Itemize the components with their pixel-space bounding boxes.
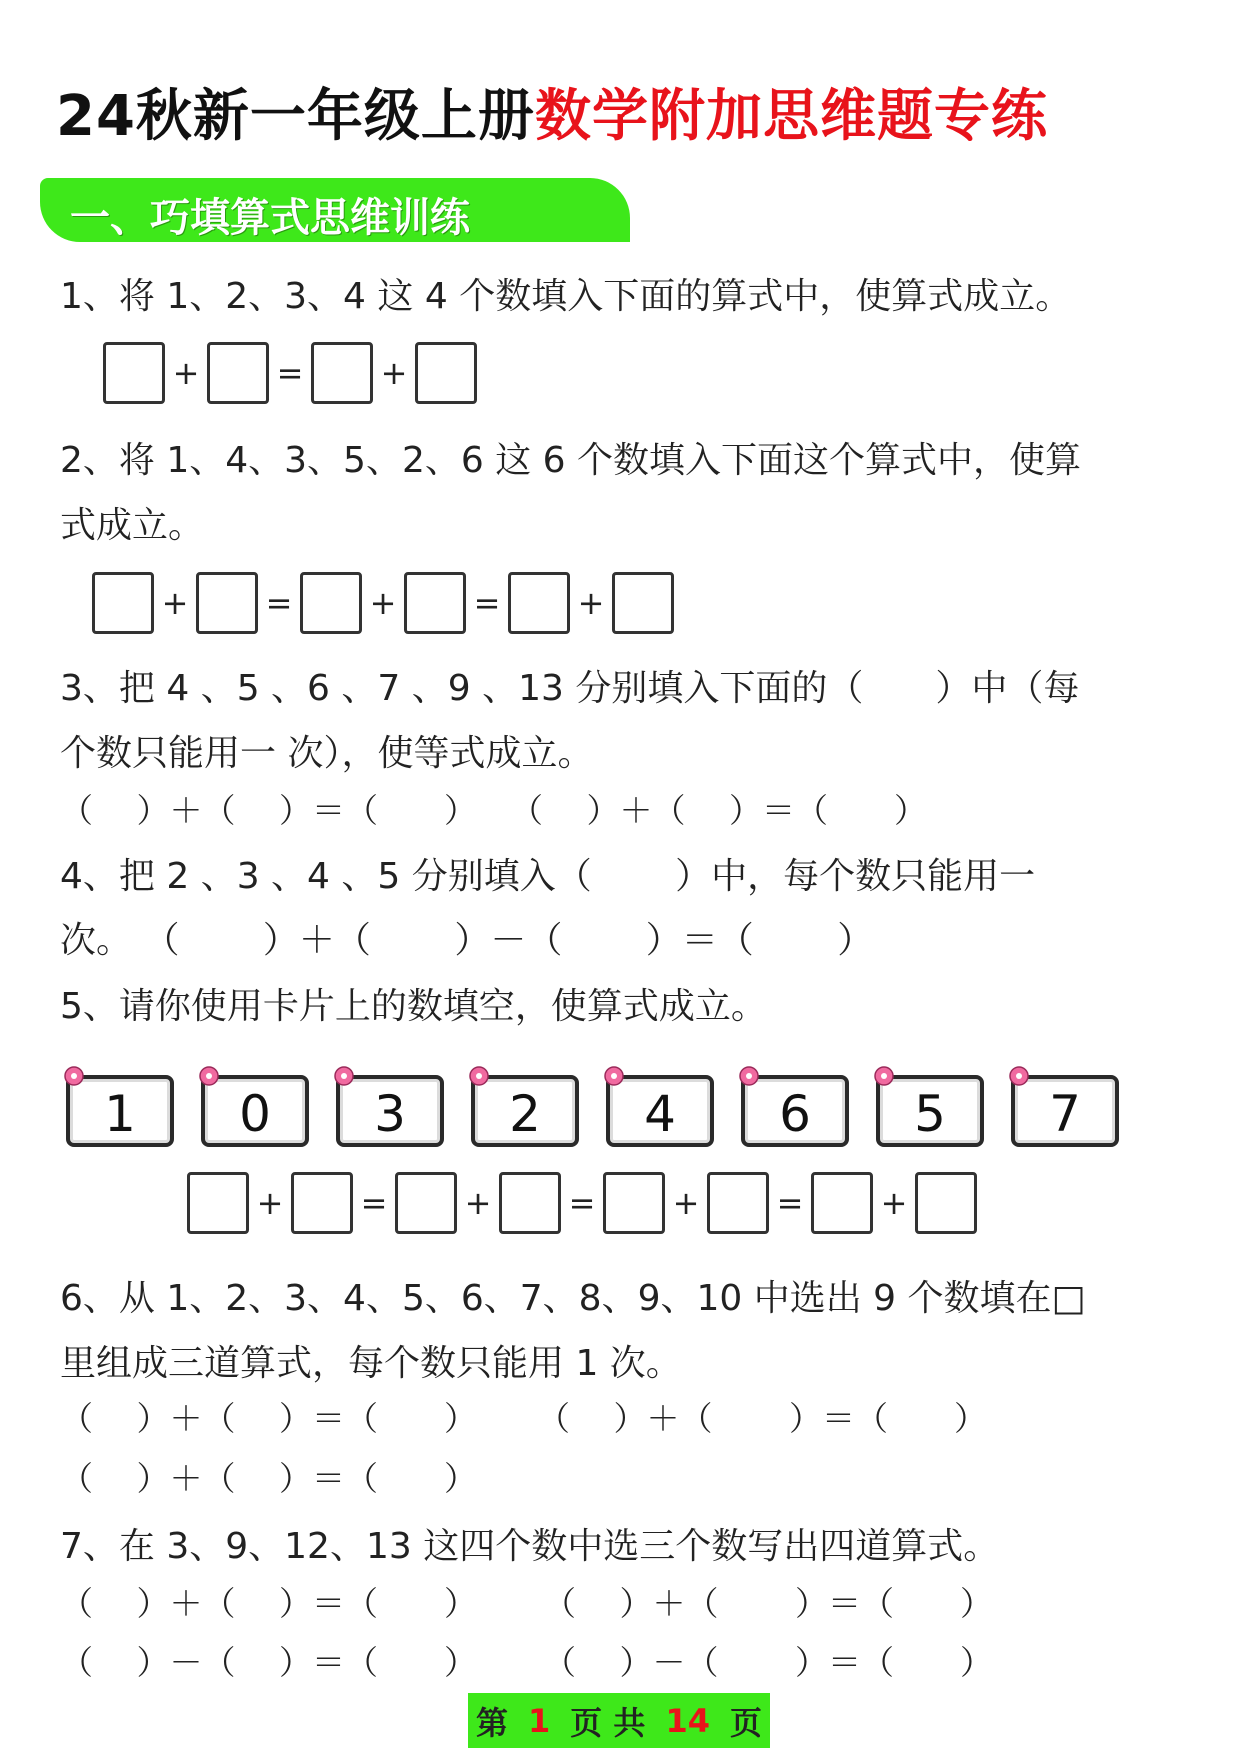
plus-sign: + xyxy=(161,584,189,622)
question-1: 1、将 1、2、3、4 这 4 个数填入下面的算式中，使算式成立。 xyxy=(60,276,1072,317)
question-2-line-2: 式成立。 xyxy=(60,505,205,546)
equals-sign: = xyxy=(360,1184,388,1222)
flower-pin-icon xyxy=(737,1065,761,1087)
question-4-line-1: 4、把 2 、3 、4 、5 分别填入（ ）中，每个数只能用一 xyxy=(60,856,1036,897)
question-3-line-2: 个数只能用一 次），使等式成立。 xyxy=(60,733,594,774)
plus-sign: + xyxy=(880,1184,908,1222)
flower-pin-icon xyxy=(602,1065,626,1087)
answer-box[interactable] xyxy=(300,572,362,634)
equals-sign: = xyxy=(776,1184,804,1222)
plus-sign: + xyxy=(380,354,408,392)
section-title: 一、巧填算式思维训练 xyxy=(70,195,470,241)
answer-box[interactable] xyxy=(395,1172,457,1234)
answer-box[interactable] xyxy=(291,1172,353,1234)
page-footer xyxy=(468,1693,770,1748)
answer-box[interactable] xyxy=(811,1172,873,1234)
question-4-line-2[interactable]: 次。 （ ）＋（ ）－（ ）＝（ ） xyxy=(60,920,874,961)
q7-expression-2[interactable]: （ ）－（ ）＝（ ） （ ）－（ ）＝（ ） xyxy=(60,1643,993,1682)
q6-expression-1[interactable]: （ ）＋（ ）＝（ ） （ ）＋（ ）＝（ ） xyxy=(60,1399,987,1438)
number-card xyxy=(201,1075,309,1147)
page-title xyxy=(56,72,1048,152)
card-number: 4 xyxy=(644,1085,676,1143)
plus-sign: + xyxy=(672,1184,700,1222)
answer-box[interactable] xyxy=(415,342,477,404)
number-card xyxy=(876,1075,984,1147)
answer-box[interactable] xyxy=(207,342,269,404)
equals-sign: = xyxy=(568,1184,596,1222)
question-5: 5、请你使用卡片上的数填空，使算式成立。 xyxy=(60,986,767,1027)
answer-box[interactable] xyxy=(612,572,674,634)
answer-box[interactable] xyxy=(603,1172,665,1234)
answer-box[interactable] xyxy=(508,572,570,634)
question-6-line-1: 6、从 1、2、3、4、5、6、7、8、9、10 中选出 9 个数填在□ xyxy=(60,1278,1086,1319)
card-number: 6 xyxy=(779,1085,811,1143)
answer-box[interactable] xyxy=(404,572,466,634)
question-6-line-2: 里组成三道算式，每个数只能用 1 次。 xyxy=(60,1343,682,1384)
question-2-line-1: 2、将 1、4、3、5、2、6 这 6 个数填入下面这个算式中，使算 xyxy=(60,440,1082,481)
plus-sign: + xyxy=(464,1184,492,1222)
answer-box[interactable] xyxy=(499,1172,561,1234)
answer-box[interactable] xyxy=(311,342,373,404)
plus-sign: + xyxy=(577,584,605,622)
footer-prefix: 第 xyxy=(476,1703,509,1742)
answer-box[interactable] xyxy=(915,1172,977,1234)
flower-pin-icon xyxy=(467,1065,491,1087)
q3-expression[interactable]: （ ）＋（ ）＝（ ） （ ）＋（ ）＝（ ） xyxy=(60,791,927,830)
answer-box[interactable] xyxy=(707,1172,769,1234)
section-banner xyxy=(40,178,630,242)
flower-pin-icon xyxy=(332,1065,356,1087)
title-red: 数学附加思维题专练 xyxy=(534,84,1048,149)
flower-pin-icon xyxy=(62,1065,86,1087)
plus-sign: + xyxy=(256,1184,284,1222)
card-number: 5 xyxy=(914,1085,946,1143)
footer-suffix: 页 xyxy=(729,1703,762,1742)
number-card xyxy=(741,1075,849,1147)
flower-pin-icon xyxy=(197,1065,221,1087)
total-pages: 14 xyxy=(665,1701,710,1740)
equals-sign: = xyxy=(265,584,293,622)
card-number: 2 xyxy=(509,1085,541,1143)
question-7: 7、在 3、9、12、13 这四个数中选三个数写出四道算式。 xyxy=(60,1526,1000,1567)
answer-box[interactable] xyxy=(103,342,165,404)
number-card xyxy=(336,1075,444,1147)
number-card xyxy=(606,1075,714,1147)
number-card xyxy=(1011,1075,1119,1147)
q5-equation xyxy=(187,1172,977,1234)
flower-pin-icon xyxy=(872,1065,896,1087)
current-page: 1 xyxy=(528,1701,551,1740)
footer-mid: 页 共 xyxy=(570,1703,646,1742)
equals-sign: = xyxy=(473,584,501,622)
q1-equation xyxy=(103,342,477,404)
equals-sign: = xyxy=(276,354,304,392)
answer-box[interactable] xyxy=(187,1172,249,1234)
card-number: 0 xyxy=(239,1085,271,1143)
q2-equation xyxy=(92,572,674,634)
number-card xyxy=(471,1075,579,1147)
answer-box[interactable] xyxy=(92,572,154,634)
flower-pin-icon xyxy=(1007,1065,1031,1087)
card-number: 3 xyxy=(374,1085,406,1143)
plus-sign: + xyxy=(172,354,200,392)
plus-sign: + xyxy=(369,584,397,622)
question-3-line-1: 3、把 4 、5 、6 、7 、9 、13 分别填入下面的（ ）中（每 xyxy=(60,668,1080,709)
q6-expression-2[interactable]: （ ）＋（ ）＝（ ） xyxy=(60,1459,477,1498)
card-number: 7 xyxy=(1049,1085,1081,1143)
card-number: 1 xyxy=(104,1085,136,1143)
q7-expression-1[interactable]: （ ）＋（ ）＝（ ） （ ）＋（ ）＝（ ） xyxy=(60,1584,993,1623)
title-black: 24秋新一年级上册 xyxy=(56,84,535,149)
answer-box[interactable] xyxy=(196,572,258,634)
number-card xyxy=(66,1075,174,1147)
